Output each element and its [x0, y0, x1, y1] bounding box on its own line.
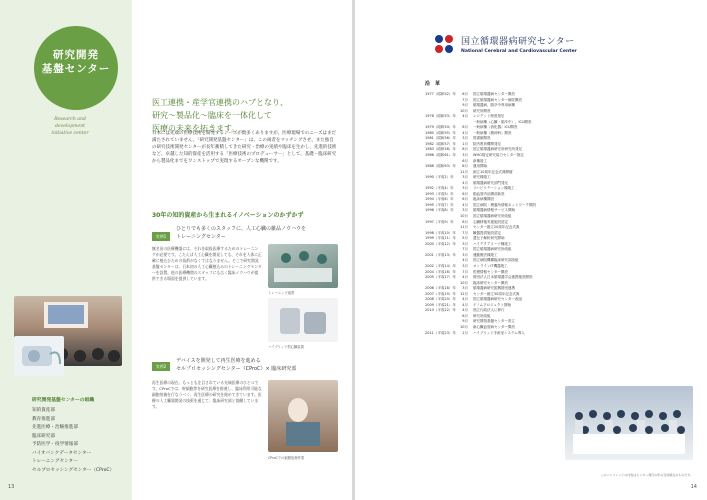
case2-text: 再生医療の現在、もっとも注目されている先端医療のひとつです。CProCでは、幹細胞等を研究医療を推進し、臨床利用可能な細胞培養を行なうべく、再生医療の研究を進めてきています。医療の人工臓器開発の技術を通じて、臨床研究部と協働しています。 — [152, 380, 262, 409]
history-month: 9月 — [462, 319, 468, 324]
org-item: 先進医療・治験推進部 — [32, 425, 78, 430]
history-year: 1978（昭和53）年 — [425, 114, 456, 119]
history-month: 4月 — [462, 202, 468, 207]
history-event: 国立循環器病研究所改組 — [473, 214, 512, 219]
history-year: 1986（昭和61）年 — [425, 153, 456, 158]
org-item: 臨床研究部 — [32, 433, 55, 439]
org-item: バイオバンクデータセンター — [32, 450, 92, 456]
history-event: 一般病棟（消化器）ICU開設 — [473, 125, 518, 130]
history-event: 臨床病棟開設 — [473, 197, 494, 202]
history-year: 1998（平成10）年 — [425, 230, 456, 235]
history-event: センター創立30周年記念式典 — [473, 291, 520, 296]
history-event: 心臓移植実施施設認定 — [473, 219, 508, 224]
history-row — [425, 331, 635, 337]
history-year: 2011（平成23）年 — [425, 330, 456, 335]
history-event: 研究所改組 — [473, 313, 491, 318]
history-month: 10月 — [460, 324, 468, 329]
history-year: 2008（平成20）年 — [425, 297, 456, 302]
history-event: WHO指定研究協力センター指定 — [473, 153, 524, 158]
history-year: 1993（平成5）年 — [425, 191, 454, 196]
title-line-1: 研究開発 — [53, 49, 99, 61]
section-title: 30年の知的資産から生まれるイノベーションのかずかず — [152, 212, 304, 219]
history-month: 4月 — [462, 130, 468, 135]
history-event: 国立循環器病研究所改組 — [473, 247, 512, 252]
history-month: 9月 — [462, 103, 468, 108]
history-event: 図書館開設 — [473, 136, 491, 141]
history-year: 1980（昭和55）年 — [425, 130, 456, 135]
history-month: 3月 — [462, 208, 468, 213]
history-year: 1994（平成6）年 — [425, 197, 454, 202]
left-page — [0, 0, 352, 500]
history-event: 循環器病研究部門発足 — [473, 180, 508, 185]
org-item: トレーニングセンター — [32, 459, 78, 464]
case2-tag: 実例2 — [152, 362, 170, 371]
training-photo — [268, 244, 338, 288]
cproc-photo — [268, 380, 338, 452]
logo-english: National Cerebral and Cardiovascular Center — [461, 49, 577, 54]
history-year: 1995（平成7）年 — [425, 202, 454, 207]
history-year: 1981（昭和56）年 — [425, 136, 456, 141]
history-year: 2001（平成13）年 — [425, 252, 456, 257]
history-event: 遺伝子解析研究開始 — [473, 236, 505, 241]
history-month: 7月 — [462, 269, 468, 274]
history-month: 6月 — [462, 92, 468, 96]
history-event: 循環器病、脳卒中専用病棟 — [473, 103, 515, 108]
history-month: 6月 — [462, 164, 468, 169]
lede-text: 医工連携・産学官連携のハブとなり、 研究〜製品化〜臨床を一体化して 医療の未来を拓きます。 — [152, 98, 288, 133]
history-year: 1988（昭和63）年 — [425, 164, 456, 169]
history-year: 2007（平成19）年 — [425, 291, 456, 296]
caption-cproc: CProCでの細胞処理作業 — [268, 456, 305, 460]
page-number-right: 14 — [690, 484, 697, 490]
history-event: レジデント制度発足 — [473, 114, 505, 119]
history-event: 臓器提供施設認定 — [473, 230, 501, 235]
history-month: 12月 — [460, 291, 468, 296]
history-month: 3月 — [462, 136, 468, 141]
org-item: 教育推進部 — [32, 416, 55, 422]
history-month: 4月 — [462, 258, 468, 263]
history-event: 運用開始 — [473, 164, 487, 169]
case2-heading: デバイスを開発して再生医療を進める セルプロセッシングセンター（CProC）× 臨床研究部 — [176, 358, 297, 372]
history-event: 運動療法棟竣工 — [473, 252, 498, 257]
history-year: 1982（昭和57）年 — [425, 141, 456, 146]
history-event: 国立病院・療養所情報ネットワーク開設 — [473, 202, 536, 207]
history-month: 4月 — [462, 302, 468, 307]
history-event: リハビリテーション棟竣工 — [473, 186, 515, 191]
history-event: オンラインIT機器竣工 — [473, 263, 508, 268]
intro-paragraph: 日本には先端の医療技術を開発するシーズが数多くありますが、医療現場でのニーズはまだ満たされていません。「研究開発基盤センター」は、この両者をマッチングさせ、また独自の研究技術開発センターが長年蓄積してきた研究・治療の実績や臨床を生かし、先進的技術など、卓越した知的資産を活用する「医療技術のプロデューサー」として、基礎・臨床研究から製品化までをワンストップで実現するオープンな機関です。 — [152, 131, 337, 164]
history-month: 1月 — [462, 330, 468, 335]
case1-tag: 実例1 — [152, 232, 170, 241]
history-year: 1977（昭和52）年 — [425, 92, 456, 96]
org-heading: 研究開発基盤センターの組織 — [32, 398, 95, 403]
history-month: 3月 — [462, 263, 468, 268]
history-heading: 沿 革 — [425, 81, 441, 87]
logo-text — [461, 34, 577, 54]
history-month: 3月 — [462, 286, 468, 291]
history-year: 2006（平成18）年 — [425, 286, 456, 291]
history-month: 3月 — [462, 186, 468, 191]
history-month: 10月 — [460, 108, 468, 113]
history-event: 財団法人日本循環器学会連携施設開設 — [473, 275, 533, 280]
history-month: 10月 — [460, 214, 468, 219]
page-number-left: 13 — [8, 484, 15, 490]
history-event: 循環器病情報サービス開始 — [473, 208, 515, 213]
history-month: 4月 — [462, 275, 468, 280]
history-event: 脳血管内治療部新設 — [473, 191, 505, 196]
history-event: 研究棟竣工 — [473, 175, 491, 180]
history-year: 1999（平成11）年 — [425, 236, 456, 241]
history-month: 6月 — [462, 158, 468, 163]
history-list — [425, 92, 635, 336]
history-event: 国立循環器病研究所研究所発足 — [473, 147, 522, 152]
history-event: 創立10周年記念式典開催 — [473, 169, 513, 174]
history-month: 6月 — [462, 125, 468, 130]
history-year: 1983（昭和58）年 — [425, 147, 456, 152]
history-event: 一般病棟（精神科）開設 — [473, 130, 512, 135]
history-event: 研究所開設 — [473, 108, 491, 113]
history-year: 1997（平成9）年 — [425, 219, 454, 224]
hybrid-device-photo — [268, 298, 338, 342]
history-year: 1992（平成4）年 — [425, 186, 454, 191]
history-month: 6月 — [462, 313, 468, 318]
history-event: 新棟竣工 — [473, 158, 487, 163]
staff-group-photo — [565, 386, 693, 460]
history-month: 4月 — [462, 180, 468, 185]
title-line-2: 基盤センター — [41, 63, 111, 75]
history-month: 8月 — [462, 147, 468, 152]
history-event: 医療情報センター開設 — [473, 269, 508, 274]
footnote: このパンフレットの内容はセンター発行の年の当初時点のものです。 — [600, 473, 693, 477]
history-month: 7月 — [462, 230, 468, 235]
history-month: 6月 — [462, 197, 468, 202]
history-month: 5月 — [462, 236, 468, 241]
history-month: 4月 — [462, 297, 468, 302]
history-event: ハイテクアリーナ棟竣工 — [473, 241, 512, 246]
device-photo — [14, 336, 64, 376]
history-month: 11月 — [460, 225, 468, 230]
history-month: 3月 — [462, 241, 468, 246]
history-event: 国立循環器病研究センター改組 — [473, 297, 522, 302]
history-event: 臨床研究センター開設 — [473, 280, 508, 285]
history-event: 国立循環器病センター開設 — [473, 92, 515, 96]
organization-list — [32, 396, 132, 475]
caption-training: トレーニング風景 — [268, 291, 295, 295]
history-event: ハイブリッド手術室システム導入 — [473, 330, 525, 335]
history-month: 3月 — [462, 175, 468, 180]
history-month: 10月 — [460, 280, 468, 285]
history-month: 4月 — [462, 308, 468, 313]
history-event: 循環器病研究振興財団連携 — [473, 286, 515, 291]
history-month: 4月 — [462, 114, 468, 119]
right-page — [355, 0, 707, 500]
caption-hybrid: ハイブリッド型心臓装置 — [268, 345, 304, 349]
history-event: 研究開発基盤センター設立 — [473, 319, 515, 324]
history-year: 1990（平成2）年 — [425, 175, 454, 180]
history-event: 院内教育機関発足 — [473, 141, 501, 146]
org-item: セルプロセッシングセンター（CProC） — [32, 467, 115, 473]
history-month: 3月 — [462, 252, 468, 257]
history-month: 1月 — [462, 141, 468, 146]
ncvc-logo — [433, 34, 455, 54]
history-event: 国立病院機構臨床研究部改組 — [473, 258, 519, 263]
history-year: 2000（平成12）年 — [425, 241, 456, 246]
history-month: 3月 — [462, 153, 468, 158]
logo-japanese: 国立循環器病研究センター — [461, 37, 575, 47]
history-event: センター創立20周年記念式典 — [473, 225, 520, 230]
title-english: Research and development initiative center — [51, 117, 89, 136]
history-event: 新心臓血管病センター開設 — [473, 324, 515, 329]
history-event: 国立循環器病センター病院開設 — [473, 97, 522, 102]
history-month: 6月 — [462, 191, 468, 196]
history-event: 一般病棟（心臓・脳卒中）、ICU開設 — [473, 119, 532, 124]
case1-heading: ひとりでも多くのスタッフに、人工心臓の雑品ノウハウを トレーニングセンター — [176, 226, 307, 240]
history-year: 2009（平成21）年 — [425, 302, 456, 307]
history-year: 2005（平成17）年 — [425, 275, 456, 280]
history-month: 6月 — [462, 219, 468, 224]
history-year: 1996（平成8）年 — [425, 208, 454, 213]
org-item: 予防医学・疫学情報部 — [32, 442, 78, 447]
history-year: 1979（昭和54）年 — [425, 125, 456, 130]
history-event: 独立行政法人に移行 — [473, 308, 505, 313]
org-item: 知的資産部 — [32, 408, 55, 413]
history-month: 11月 — [460, 169, 468, 174]
case1-text: 無名田の医療機器には、それを取扱医療するためのトレーニングが必要です。こたえば人工心臓を開発しても、それを人体に正確に植込むための技術がなくてはなりません。そこで研究開発基盤センターは、日本初の人工心臓植込みのトレーニングセンターを設置。他の医療機関のスタッフにも広く臨床ノウハウが提供できる場面を提供しています。 — [152, 246, 262, 281]
history-year: 2010（平成22）年 — [425, 308, 456, 313]
history-year: 2004（平成16）年 — [425, 269, 456, 274]
history-month: 7月 — [462, 97, 468, 102]
history-event: ゲノムプロジェクト開始 — [473, 302, 511, 307]
history-month: 7月 — [462, 247, 468, 252]
title-circle — [34, 26, 118, 110]
history-year: 2002（平成14）年 — [425, 263, 456, 268]
